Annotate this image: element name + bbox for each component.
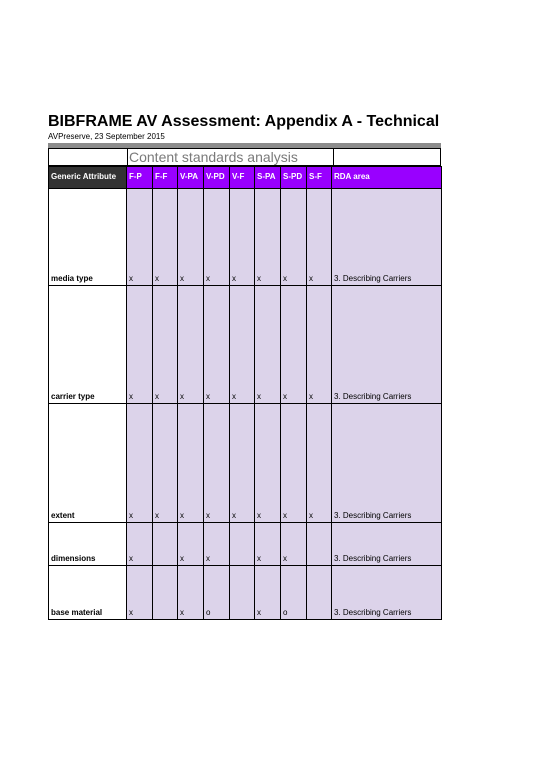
mark-cell: x xyxy=(127,566,153,620)
document-title: BIBFRAME AV Assessment: Appendix A - Technical xyxy=(48,113,440,130)
mark-cell: x xyxy=(204,286,230,404)
banner-empty-cell xyxy=(49,149,128,165)
rda-area-cell: 3. Describing Carriers xyxy=(332,286,442,404)
rda-area-cell: 3. Describing Carriers xyxy=(332,189,442,286)
rda-area-cell: 3. Describing Carriers xyxy=(332,523,442,566)
column-header: F-P xyxy=(127,167,153,189)
section-banner xyxy=(48,148,441,166)
column-header: F-F xyxy=(153,167,178,189)
mark-cell xyxy=(153,523,178,566)
table-row xyxy=(49,404,442,523)
rda-area-cell: 3. Describing Carriers xyxy=(332,566,442,620)
mark-cell: x xyxy=(307,189,332,286)
mark-cell: x xyxy=(204,189,230,286)
table-row xyxy=(49,523,442,566)
attribute-cell: media type xyxy=(49,189,127,286)
table-row xyxy=(49,566,442,620)
mark-cell: x xyxy=(230,189,255,286)
document-subtitle: AVPreserve, 23 September 2015 xyxy=(48,132,165,141)
mark-cell: x xyxy=(178,404,204,523)
mark-cell: x xyxy=(127,523,153,566)
mark-cell: o xyxy=(281,566,307,620)
column-header: S-PA xyxy=(255,167,281,189)
mark-cell: x xyxy=(178,566,204,620)
mark-cell: x xyxy=(230,286,255,404)
column-header: V-PA xyxy=(178,167,204,189)
attribute-cell: extent xyxy=(49,404,127,523)
attribute-cell: dimensions xyxy=(49,523,127,566)
mark-cell: x xyxy=(255,189,281,286)
attribute-cell: carrier type xyxy=(49,286,127,404)
table-row xyxy=(49,286,442,404)
mark-cell: x xyxy=(281,523,307,566)
mark-cell: x xyxy=(307,286,332,404)
mark-cell: x xyxy=(281,404,307,523)
mark-cell: x xyxy=(153,404,178,523)
mark-cell: x xyxy=(204,523,230,566)
mark-cell xyxy=(153,566,178,620)
mark-cell: x xyxy=(307,404,332,523)
mark-cell: x xyxy=(153,189,178,286)
mark-cell: x xyxy=(178,189,204,286)
mark-cell: x xyxy=(127,189,153,286)
column-header: S-F xyxy=(307,167,332,189)
section-heading: Content standards analysis xyxy=(129,149,298,165)
attribute-table xyxy=(48,166,442,620)
column-header: S-PD xyxy=(281,167,307,189)
table-row xyxy=(49,189,442,286)
mark-cell: x xyxy=(255,523,281,566)
column-header: RDA area xyxy=(332,167,442,189)
mark-cell: x xyxy=(153,286,178,404)
mark-cell: x xyxy=(255,566,281,620)
mark-cell: x xyxy=(281,189,307,286)
column-header: V-F xyxy=(230,167,255,189)
mark-cell: x xyxy=(255,286,281,404)
mark-cell: x xyxy=(255,404,281,523)
mark-cell: x xyxy=(230,404,255,523)
attribute-cell: base material xyxy=(49,566,127,620)
column-header: Generic Attribute xyxy=(49,167,127,189)
table-header-row xyxy=(49,167,442,189)
mark-cell xyxy=(230,566,255,620)
mark-cell: x xyxy=(178,286,204,404)
mark-cell: x xyxy=(127,286,153,404)
banner-divider xyxy=(333,149,334,165)
mark-cell: x xyxy=(178,523,204,566)
mark-cell: x xyxy=(281,286,307,404)
mark-cell: o xyxy=(204,566,230,620)
mark-cell xyxy=(230,523,255,566)
mark-cell: x xyxy=(127,404,153,523)
mark-cell: x xyxy=(204,404,230,523)
column-header: V-PD xyxy=(204,167,230,189)
mark-cell xyxy=(307,523,332,566)
rda-area-cell: 3. Describing Carriers xyxy=(332,404,442,523)
mark-cell xyxy=(307,566,332,620)
